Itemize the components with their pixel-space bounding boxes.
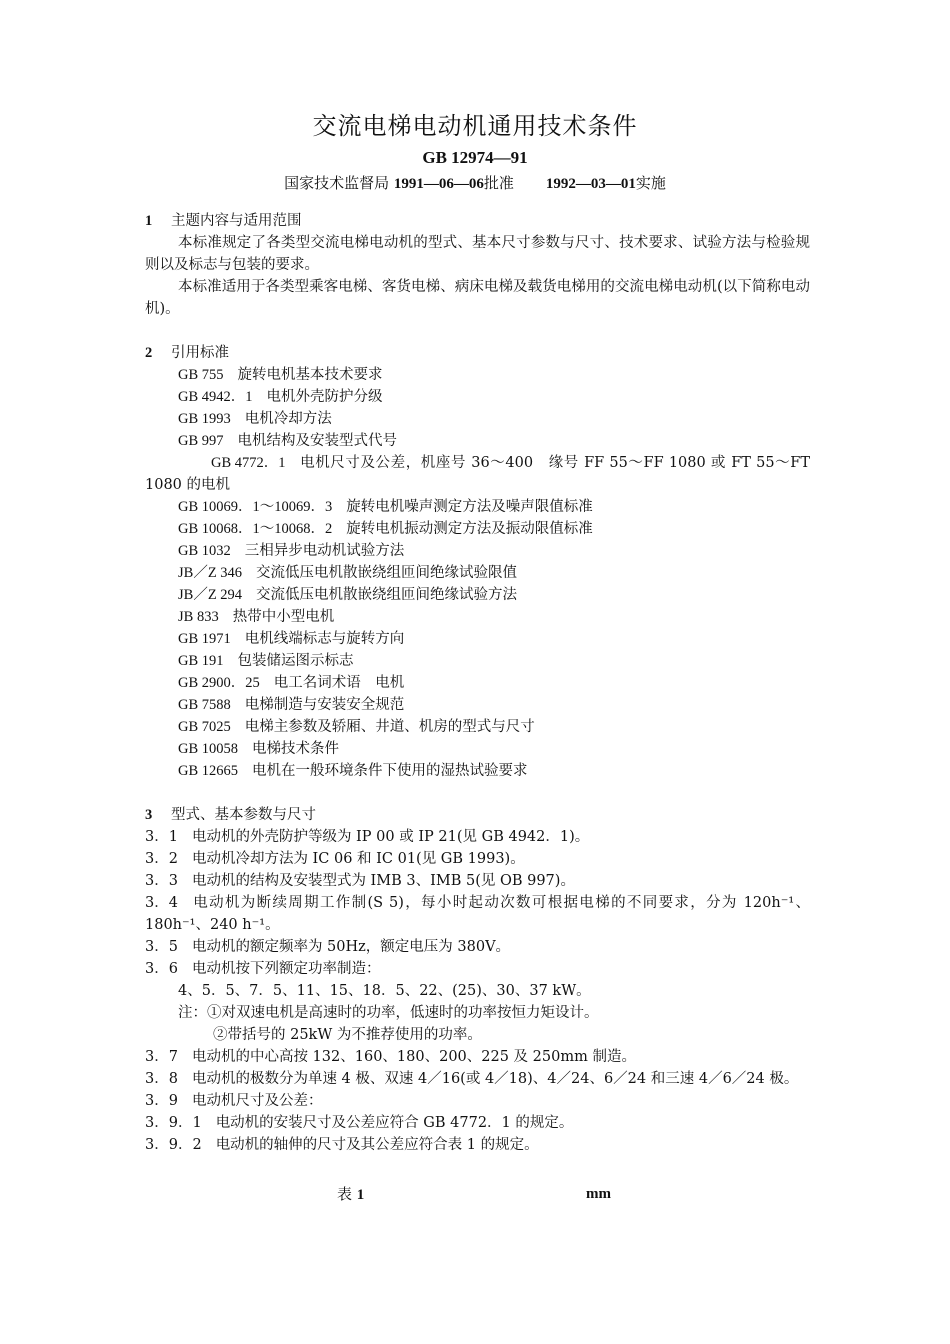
- section-number: 3: [145, 807, 153, 823]
- reference-item: [145, 364, 810, 386]
- reference-title: 旋转电机振动测定方法及振动限值标准: [346, 521, 593, 537]
- clause-3-4: [145, 892, 810, 936]
- note-1: 注：①对双速电机是高速时的功率，低速时的功率按恒力矩设计。: [178, 1005, 599, 1021]
- section-title: 主题内容与适用范围: [171, 213, 302, 229]
- reference-title: 电机线端标志与旋转方向: [244, 631, 405, 647]
- reference-code: GB 10058: [178, 741, 239, 757]
- reference-title: 包装储运图示标志: [237, 653, 354, 669]
- reference-code: GB 997: [178, 433, 224, 449]
- approval-authority: 国家技术监督局: [284, 174, 390, 192]
- reference-title: 电梯制造与安装安全规范: [244, 697, 405, 713]
- reference-code: GB 1971: [178, 631, 231, 647]
- reference-code: JB／Z 346: [178, 565, 243, 581]
- reference-code: GB 10068．1～10068．2: [178, 521, 333, 537]
- clause-text: 电动机的外壳防护等级为 IP 00 或 IP 21(见 GB 4942．1)。: [191, 829, 590, 845]
- clause-number: 3．7: [145, 1049, 178, 1065]
- reference-item: [145, 452, 810, 496]
- clause-3-9: [145, 1090, 810, 1112]
- clause-number: 3．6: [145, 961, 178, 977]
- reference-title: 电梯技术条件: [252, 741, 340, 757]
- section-1-paragraph-1: [145, 232, 810, 276]
- reference-item: [145, 408, 810, 430]
- reference-code: JB 833: [178, 609, 219, 625]
- clause-3-8: [145, 1068, 810, 1090]
- reference-title: 电机结构及安装型式代号: [237, 433, 398, 449]
- clause-number: 3．2: [145, 851, 178, 867]
- reference-item: [145, 628, 810, 650]
- reference-title: 电工名词术语 电机: [273, 675, 405, 691]
- clause-text: 电动机按下列额定功率制造：: [191, 961, 381, 977]
- section-number: 1: [145, 213, 153, 229]
- clause-number: 3．8: [145, 1071, 178, 1087]
- reference-code: GB 10069．1～10069．3: [178, 499, 333, 515]
- reference-item: [145, 716, 810, 738]
- clause-text: 电动机的中心高按 132、160、180、200、225 及 250mm 制造。: [191, 1049, 636, 1065]
- section-number: 2: [145, 345, 153, 361]
- clause-number: 3．9: [145, 1093, 178, 1109]
- paragraph-text: 本标准适用于各类型乘客电梯、客货电梯、病床电梯及载货电梯用的交流电梯电动机(以下简称电动机)。: [145, 279, 810, 317]
- clause-3-1: [145, 826, 810, 848]
- clause-text: 电动机尺寸及公差：: [191, 1093, 323, 1109]
- effective-label: 实施: [635, 174, 666, 192]
- clause-number: 3．4: [145, 895, 178, 911]
- reference-item: [145, 672, 810, 694]
- reference-title: 电机尺寸及公差，机座号 36～400 缘号 FF 55～FF 1080 或 FT 55～FT 1080 的电机: [145, 455, 810, 493]
- reference-code: GB 755: [178, 367, 224, 383]
- clause-text: 电动机的安装尺寸及公差应符合 GB 4772．1 的规定。: [215, 1115, 574, 1131]
- clause-text: 电动机的极数分为单速 4 极、双速 4／16(或 4／18)、4／24、6／24 和三速 4／6／24 极。: [191, 1071, 799, 1087]
- reference-code: GB 4942．1: [178, 389, 253, 405]
- reference-item: [145, 606, 810, 628]
- reference-list: [145, 364, 810, 782]
- reference-item: [145, 386, 810, 408]
- reference-item: [145, 738, 810, 760]
- reference-item: [145, 562, 810, 584]
- section-title: 型式、基本参数与尺寸: [171, 807, 316, 823]
- reference-title: 电机冷却方法: [244, 411, 332, 427]
- rated-power-values: 4、5．5、7．5、11、15、18．5、22、(25)、30、37 kW。: [178, 983, 591, 999]
- reference-title: 交流低压电机散嵌绕组匝间绝缘试验方法: [256, 587, 518, 603]
- reference-code: GB 4772．1: [211, 455, 286, 471]
- approval-label: 批准: [483, 174, 514, 192]
- reference-title: 旋转电机噪声测定方法及噪声限值标准: [346, 499, 593, 515]
- table-1-caption: [0, 1183, 950, 1205]
- reference-code: JB／Z 294: [178, 587, 243, 603]
- clause-3-6: [145, 958, 810, 980]
- reference-code: GB 191: [178, 653, 224, 669]
- section-3-heading: [145, 804, 810, 826]
- clause-number: 3．1: [145, 829, 178, 845]
- reference-item: [145, 540, 810, 562]
- clause-3-7: [145, 1046, 810, 1068]
- reference-code: GB 1993: [178, 411, 231, 427]
- reference-code: GB 7025: [178, 719, 231, 735]
- reference-title: 电梯主参数及轿厢、井道、机房的型式与尺寸: [244, 719, 535, 735]
- section-1-paragraph-2: [145, 276, 810, 320]
- reference-title: 电机外壳防护分级: [266, 389, 383, 405]
- approval-date: 1991—06—06: [393, 176, 484, 192]
- clause-number: 3．9．2: [145, 1137, 202, 1153]
- table-caption: [337, 1183, 364, 1206]
- table-unit: mm: [586, 1186, 611, 1202]
- clause-number: 3．3: [145, 873, 178, 889]
- note-2: ②带括号的 25kW 为不推荐使用的功率。: [213, 1027, 482, 1043]
- reference-item: [145, 584, 810, 606]
- clause-3-9-1: [145, 1112, 810, 1134]
- clause-text: 电动机为断续周期工作制(S 5)，每小时起动次数可根据电梯的不同要求，分为 120h⁻¹、180h⁻¹、240 h⁻¹。: [145, 895, 810, 933]
- reference-item: [145, 430, 810, 452]
- reference-title: 三相异步电动机试验方法: [244, 543, 405, 559]
- reference-code: GB 7588: [178, 697, 231, 713]
- reference-item: [145, 496, 810, 518]
- reference-item: [145, 694, 810, 716]
- standard-code: GB 12974—91: [422, 148, 528, 167]
- reference-item: [145, 650, 810, 672]
- reference-title: 电机在一般环境条件下使用的湿热试验要求: [252, 763, 528, 779]
- paragraph-text: 本标准规定了各类型交流电梯电动机的型式、基本尺寸参数与尺寸、技术要求、试验方法与检验规则以及标志与包装的要求。: [145, 235, 810, 273]
- clause-3-9-2: [145, 1134, 810, 1156]
- reference-code: GB 1032: [178, 543, 231, 559]
- clause-text: 电动机冷却方法为 IC 06 和 IC 01(见 GB 1993)。: [191, 851, 525, 867]
- clause-number: 3．9．1: [145, 1115, 202, 1131]
- approval-line: [0, 172, 950, 195]
- reference-title: 交流低压电机散嵌绕组匝间绝缘试验限值: [256, 565, 518, 581]
- clause-text: 电动机的结构及安装型式为 IMB 3、IMB 5(见 OB 997)。: [191, 873, 575, 889]
- section-1-heading: [145, 210, 810, 232]
- document-body: [145, 210, 810, 1156]
- document-title: 交流电梯电动机通用技术条件: [312, 112, 638, 140]
- reference-title: 热带中小型电机: [232, 609, 335, 625]
- clause-text: 电动机的轴伸的尺寸及其公差应符合表 1 的规定。: [215, 1137, 539, 1153]
- reference-code: GB 2900．25: [178, 675, 260, 691]
- clause-text: 电动机的额定频率为 50Hz，额定电压为 380V。: [191, 939, 511, 955]
- clause-3-5: [145, 936, 810, 958]
- caption-number: 1: [356, 1187, 365, 1203]
- reference-item: [145, 760, 810, 782]
- caption-prefix: 表: [337, 1185, 353, 1203]
- clause-3-2: [145, 848, 810, 870]
- section-title: 引用标准: [171, 345, 229, 361]
- reference-title: 旋转电机基本技术要求: [237, 367, 383, 383]
- effective-date: 1992—03—01: [545, 176, 636, 192]
- reference-code: GB 12665: [178, 763, 239, 779]
- section-2-heading: [145, 342, 810, 364]
- reference-item: [145, 518, 810, 540]
- clause-number: 3．5: [145, 939, 178, 955]
- clause-3-3: [145, 870, 810, 892]
